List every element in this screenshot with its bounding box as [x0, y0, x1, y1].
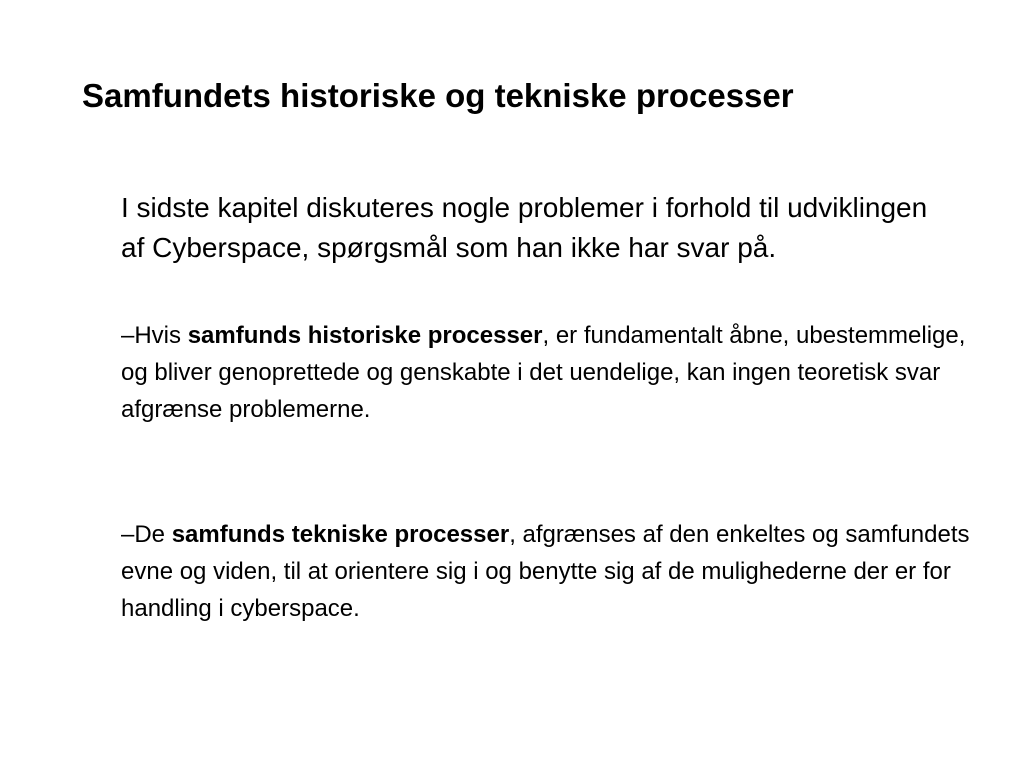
- intro-paragraph: I sidste kapitel diskuteres nogle problemer i forhold til udviklingen af Cyberspace, spørgsmål som han ikke har svar på.: [121, 192, 928, 263]
- sub-item-lead-text: –Hvis: [121, 322, 188, 349]
- slide-title: Samfundets historiske og tekniske processer: [82, 77, 794, 114]
- sub-item-body-text: , afgrænses af den enkeltes og samfundets evne og viden, til at orientere sig i og benytte sig af de mulighederne der er for handling i cyberspace.: [121, 521, 970, 622]
- sub-item-body-text: , er fundamentalt åbne, ubestemmelige, og bliver genoprettede og genskabte i det uendelige, kan ingen teoretisk svar afgrænse problemerne.: [121, 322, 966, 423]
- sub-item-lead-text: –De: [121, 521, 172, 548]
- sub-item-emphasis: samfunds historiske processer: [187, 322, 543, 349]
- sub-item-emphasis: samfunds tekniske processer: [171, 521, 510, 548]
- sub-item-technical-processes: [121, 516, 981, 627]
- sub-item-historical-processes: [121, 317, 981, 428]
